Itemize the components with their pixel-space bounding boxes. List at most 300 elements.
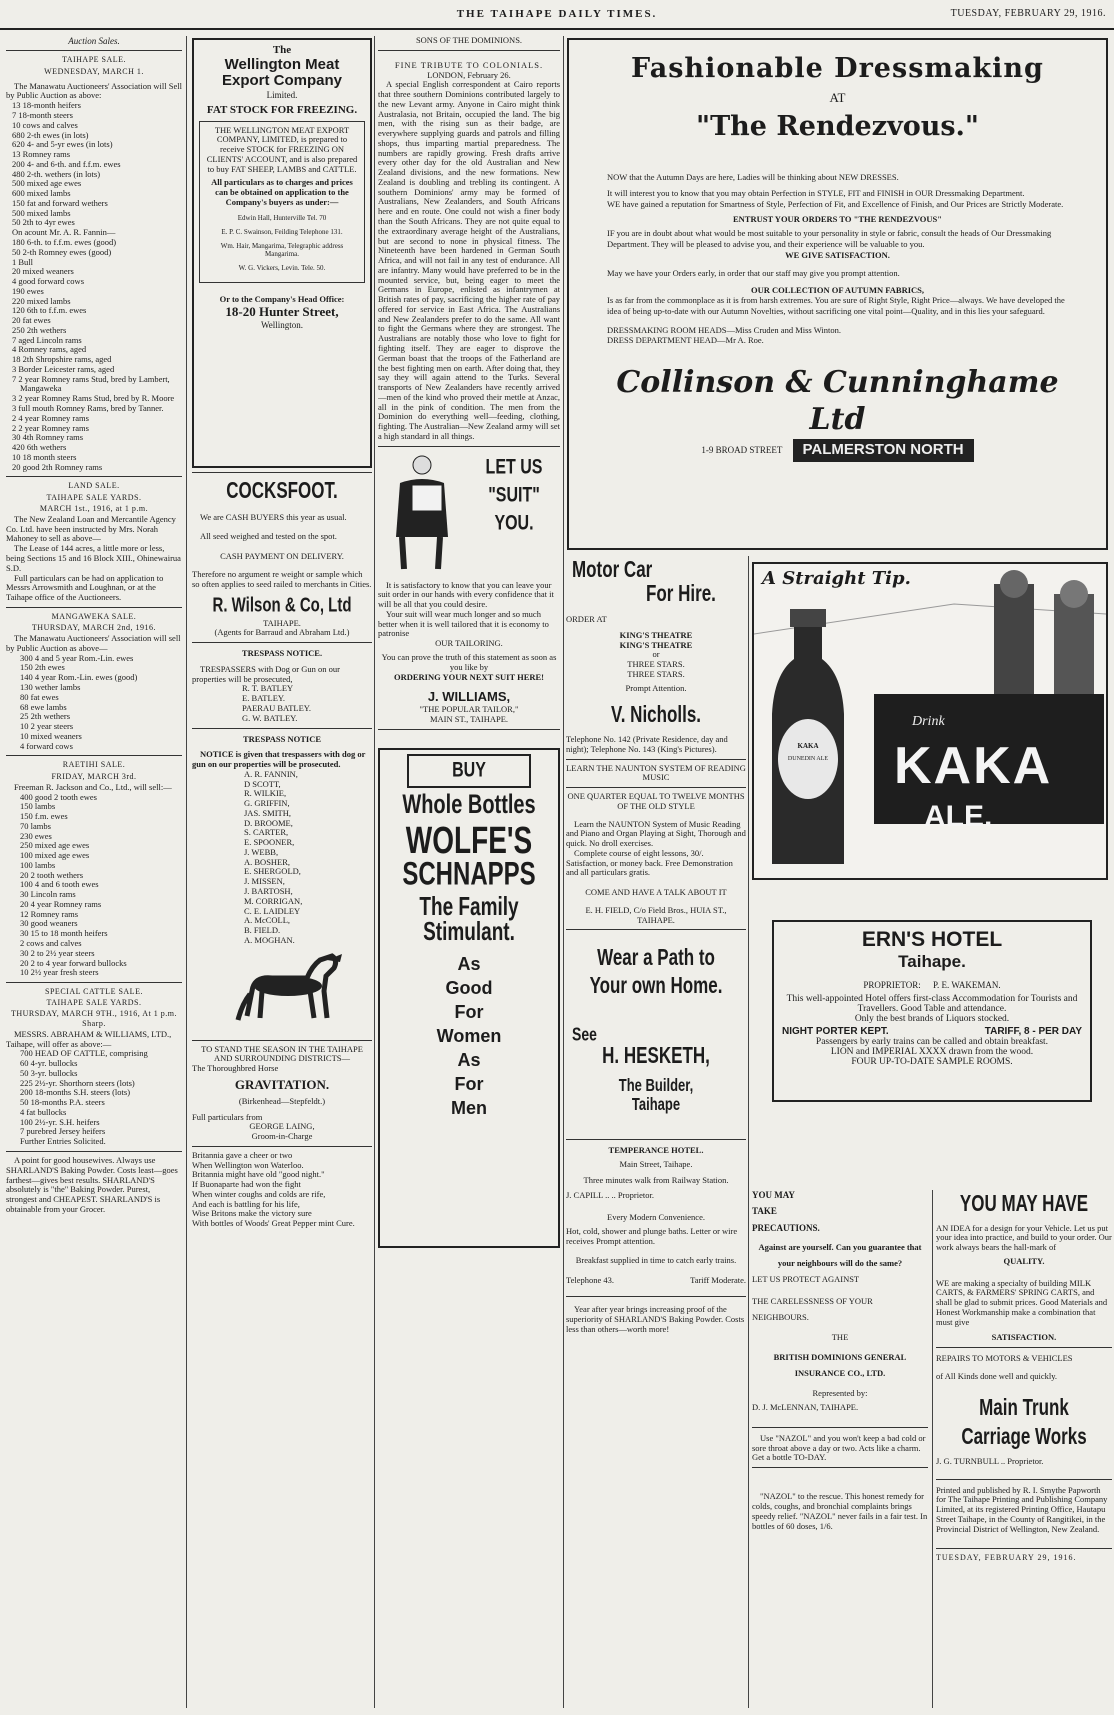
head-office-address: 18-20 Hunter Street, bbox=[225, 303, 339, 319]
or-text: or bbox=[652, 649, 660, 660]
divider bbox=[192, 1146, 372, 1147]
company-notice: THE WELLINGTON MEAT EXPORT COMPANY, LIMITED, is prepared to receive STOCK for FREEZING ON CLIENTS' ACCOUNT, and is also prepared to buy FAT SHEEP, LAMBS and CATTLE. bbox=[206, 124, 358, 174]
nicholls-telephone: Telephone No. 142 (Private Residence, day and night); Telephone No. 143 (King's Pictures). bbox=[566, 734, 728, 754]
poem-line: Britannia might have old "good night." bbox=[192, 1169, 325, 1180]
list-item: 10 2½ year fresh steers bbox=[20, 967, 99, 978]
name-entry: R. T. BATLEY bbox=[242, 683, 294, 694]
stimulant-text: Stimulant. bbox=[423, 918, 515, 947]
auction-heading: Auction Sales. bbox=[68, 36, 120, 46]
three-stars: THREE STARS. bbox=[627, 668, 685, 679]
list-item: 68 ewe lambs bbox=[20, 701, 67, 712]
list-item: 230 ewes bbox=[20, 830, 52, 841]
sharland-notice: Year after year brings increasing proof of the superiority of SHARLAND'S Baking Powder. Costs less than others—worth more! bbox=[566, 1303, 745, 1334]
sharland-notice: A point for good housewives. Always use SHARLAND'S Baking Powder. Costs least—goes farthest—gives best results. SHARLAND'S absolutely is "the" Baking Powder. Purest, strongest and CHEAPEST. SHARLAND'S is obtainable from your Grocer. bbox=[6, 1154, 178, 1214]
bottle-label-dunedin: DUNEDIN ALE bbox=[787, 756, 829, 762]
nicholls-name: V. Nicholls. bbox=[610, 702, 702, 728]
trespass-names bbox=[192, 770, 372, 946]
mangaweka-sale-heading: MANGAWEKA SALE. bbox=[51, 611, 137, 621]
temperance-telephone: Telephone 43. bbox=[566, 1275, 615, 1286]
list-item: 190 ewes bbox=[12, 285, 44, 296]
name-entry: PAERAU BATLEY. bbox=[242, 702, 311, 713]
divider bbox=[566, 1139, 746, 1140]
land-sale-text: The New Zealand Loan and Mercantile Agency Co. Ltd. have been instructed by Mrs. Norah Mahoney to sell as above— bbox=[6, 513, 176, 544]
list-item: 10 cows and calves bbox=[12, 119, 78, 130]
name-entry: R. WILKIE, bbox=[244, 788, 287, 799]
wellington-meat-ad bbox=[192, 38, 372, 468]
rendezvous-ad bbox=[567, 38, 1108, 550]
list-item: 130 wether lambs bbox=[20, 682, 81, 692]
rendezvous-text: Is as far from the commonplace as it is from harsh extremes. You are sure of Right Style, Right Price—always. We have developed the idea of being up-to-date with our Autumn Novelties, without sacrificing one vital point—Quality, and in this lies your safeguard. bbox=[607, 295, 1065, 316]
erns-text: This well-appointed Hotel offers first-class Accommodation for Tourists and Travellers. Good Table and attendance. bbox=[786, 994, 1078, 1014]
buyer-entry: Edwin Hall, Hunterville Tel. 70 bbox=[237, 213, 327, 222]
buyers-list bbox=[204, 214, 360, 272]
as-good-list bbox=[380, 952, 558, 1120]
poem-line: Wise Britons make the victory sure bbox=[192, 1208, 312, 1219]
cocksfoot-text: Therefore no argument re weight or sample which so often applies to seed railed to merchants in Cities. bbox=[192, 568, 372, 589]
divider bbox=[936, 1479, 1112, 1480]
naunton-text: Complete course of eight lessons, 30/. Satisfaction, or money back. Free Demonstration and all particulars gratis. bbox=[566, 847, 733, 878]
divider bbox=[378, 50, 560, 51]
footer-date: TUESDAY, FEBRUARY 29, 1916. bbox=[936, 1553, 1077, 1563]
company-name: Wellington Meat Export Company bbox=[221, 55, 342, 90]
list-item: 10 2 year steers bbox=[20, 721, 74, 732]
you-may-text: YOU MAY bbox=[752, 1190, 795, 1200]
prove-text: You can prove the truth of this statement as soon as you like by bbox=[381, 651, 557, 672]
gravitation-name: GRAVITATION. bbox=[234, 1076, 330, 1092]
cocksfoot-text: All seed weighed and tested on the spot. bbox=[200, 531, 337, 542]
main-trunk-text: Main Trunk bbox=[979, 1394, 1069, 1420]
cash-payment-heading: CASH PAYMENT ON DELIVERY. bbox=[220, 551, 344, 562]
list-item: 70 lambs bbox=[20, 820, 51, 831]
rendezvous-text: ENTRUST YOUR ORDERS TO "THE RENDEZVOUS" bbox=[733, 213, 942, 224]
divider bbox=[566, 759, 746, 760]
list-item: 30 good weaners bbox=[20, 918, 78, 929]
list-item: 150 fat and forward wethers bbox=[12, 197, 108, 208]
divider bbox=[936, 1548, 1112, 1549]
trespass-heading: TRESPASS NOTICE. bbox=[241, 648, 323, 659]
list-item: 50 2th to 4yr ewes bbox=[12, 217, 75, 228]
column-two bbox=[192, 36, 372, 1708]
rendezvous-text: DRESS DEPARTMENT HEAD—Mr A. Roe. bbox=[607, 335, 764, 346]
slogan-line: As bbox=[457, 954, 481, 975]
dateline: LONDON, February 26. bbox=[427, 69, 511, 80]
temperance-proprietor: J. CAPILL .. .. Proprietor. bbox=[566, 1190, 654, 1201]
buyer-entry: E. P. C. Swainson, Feilding Telephone 131. bbox=[221, 227, 343, 236]
land-sale-text: Full particulars can be had on application to Messrs Arrowsmith and Loughnan, or at the Taihape office of the Auctioneers. bbox=[6, 572, 164, 603]
list-item: 100 2½-yr. S.H. heifers bbox=[20, 1116, 100, 1127]
erns-text: LION and IMPERIAL XXXX drawn from the wood. bbox=[830, 1047, 1034, 1057]
taihape-sale-list bbox=[6, 101, 182, 472]
name-entry: JAS. SMITH, bbox=[244, 807, 291, 818]
list-item: On acount Mr. A. R. Fannin— bbox=[12, 227, 116, 238]
drink-text: Drink bbox=[912, 714, 945, 729]
divider bbox=[6, 476, 182, 477]
trespass-text: TRESPASSERS with Dog or Gun on our properties will be prosecuted, bbox=[192, 663, 340, 684]
gravitation-particulars: Full particulars from bbox=[192, 1111, 263, 1122]
list-item: 2 2 year Romney rams bbox=[12, 422, 89, 433]
list-item: 20 good 2th Romney rams bbox=[12, 461, 103, 472]
poem-line: When winter coughs and colds are rife, bbox=[192, 1188, 326, 1199]
raetihi-sale-intro: Freeman R. Jackson and Co., Ltd., will sell:— bbox=[14, 781, 172, 792]
repairs-text: REPAIRS TO MOTORS & VEHICLES bbox=[936, 1353, 1073, 1364]
carriage-works-text: Carriage Works bbox=[961, 1423, 1087, 1450]
fat-stock-heading: FAT STOCK FOR FREEZING. bbox=[206, 103, 358, 116]
raetihi-sale-heading: RAETIHI SALE. bbox=[62, 760, 126, 770]
column-seven bbox=[936, 1190, 1112, 1708]
name-entry: M. CORRIGAN, bbox=[244, 895, 303, 906]
column-divider bbox=[374, 36, 375, 1708]
land-sale-heading: LAND SALE. bbox=[68, 481, 120, 491]
buyer-entry: W. G. Vickers, Levin. Tele. 50. bbox=[238, 263, 326, 272]
particulars-notice: All particulars as to charges and prices can be obtained on application to the Company's buyers as under:— bbox=[211, 177, 353, 207]
list-item: 7 purebred Jersey heifers bbox=[20, 1126, 106, 1137]
wolfes-schnapps-ad bbox=[378, 748, 560, 1248]
fine-tribute-heading: FINE TRIBUTE TO COLONIALS. bbox=[394, 59, 544, 70]
suit-ad-banner bbox=[378, 451, 560, 571]
rendezvous-text: IF you are in doubt about what would be most suitable to your personality in style or fabric, consult the heads of Our Dressmaking Department. They will be pleased to advise you, and their experience will be valuable to you. bbox=[607, 228, 1052, 249]
r-wilson-name: R. Wilson & Co, Ltd bbox=[212, 594, 352, 618]
list-item: 500 mixed lambs bbox=[12, 207, 71, 218]
straight-tip-text: A Straight Tip. bbox=[762, 568, 911, 589]
take-text: TAKE bbox=[752, 1206, 777, 1217]
name-entry: C. E. LAIDLEY bbox=[244, 905, 301, 916]
cocksfoot-heading: COCKSFOOT. bbox=[226, 477, 338, 504]
raetihi-sale-list bbox=[6, 793, 182, 979]
builder-text: The Builder, bbox=[618, 1075, 694, 1096]
kaka-ale-ad bbox=[752, 562, 1108, 880]
list-item: 3 Border Leicester rams, aged bbox=[12, 363, 115, 374]
list-item: 220 mixed lambs bbox=[12, 295, 71, 306]
list-item: 50 2-th Romney ewes (good) bbox=[12, 246, 112, 257]
name-entry: A. MOGHAN. bbox=[244, 934, 295, 945]
buyer-entry: Wm. Hair, Mangarima, Telegraphic address Mangarima. bbox=[220, 241, 344, 258]
list-item: 480 2-th. wethers (in lots) bbox=[12, 168, 101, 179]
rendezvous-text: NOW that the Autumn Days are here, Ladies will be thinking about NEW DRESSES. bbox=[607, 171, 899, 182]
british-dominions: BRITISH DOMINIONS GENERAL INSURANCE CO., LTD. bbox=[773, 1352, 907, 1379]
list-item: 50 3-yr. bullocks bbox=[20, 1067, 78, 1078]
divider bbox=[6, 982, 182, 983]
divider bbox=[566, 1296, 746, 1297]
name-entry: D. BROOME, bbox=[244, 817, 293, 828]
ale-text: ALE. bbox=[924, 800, 993, 833]
divider bbox=[378, 729, 560, 730]
tailor-subtitle: "THE POPULAR TAILOR," bbox=[419, 704, 519, 715]
reading-man-illustration bbox=[382, 451, 462, 571]
list-item: 10 18 month steers bbox=[12, 451, 77, 462]
prompt-attention: Prompt Attention. bbox=[625, 682, 687, 693]
three-stars: THREE STARS. bbox=[627, 659, 685, 670]
column-six bbox=[752, 1190, 928, 1708]
taihape-sale-intro: The Manawatu Auctioneers' Association will Sell by Public Auction as above: bbox=[6, 80, 182, 101]
name-entry: G. GRIFFIN, bbox=[244, 798, 290, 809]
erns-hotel-place: Taihape. bbox=[898, 952, 966, 971]
buy-text: BUY bbox=[452, 758, 486, 782]
head-office-label: Or to the Company's Head Office: bbox=[219, 293, 345, 304]
order-at: ORDER AT bbox=[566, 614, 607, 625]
list-item: 620 4- and 5-yr ewes (in lots) bbox=[12, 139, 113, 150]
list-item: 100 mixed age ewes bbox=[20, 850, 90, 861]
erns-night-porter: NIGHT PORTER KEPT. bbox=[782, 1026, 889, 1037]
family-text: The Family bbox=[419, 892, 519, 922]
name-entry: A. McCOLL, bbox=[244, 915, 291, 926]
builder-place: Taihape bbox=[631, 1094, 681, 1115]
see-text: See bbox=[572, 1022, 597, 1045]
poem-line: Britannia gave a cheer or two bbox=[192, 1149, 293, 1160]
name-entry: D SCOTT, bbox=[244, 778, 281, 789]
wear-path-heading: Wear a Path to bbox=[597, 945, 715, 971]
column-divider bbox=[748, 556, 749, 1708]
list-item: 2 4 year Romney rams bbox=[12, 412, 89, 423]
order-text: ORDERING YOUR NEXT SUIT HERE! bbox=[393, 671, 545, 682]
horse-illustration bbox=[192, 946, 372, 1036]
suit-text: "SUIT" bbox=[488, 483, 540, 507]
divider bbox=[192, 642, 372, 643]
naunton-quarter: ONE QUARTER EQUAL TO TWELVE MONTHS OF THE OLD STYLE bbox=[567, 791, 745, 811]
trespass-text: NOTICE is given that trespassers with dog or gun on our properties will be prosecuted. bbox=[192, 749, 366, 770]
kings-theatre: KING'S THEATRE bbox=[619, 629, 693, 640]
name-entry: J. BARTOSH, bbox=[244, 886, 293, 896]
special-sale-place: TAIHAPE SALE YARDS. bbox=[46, 998, 142, 1008]
erns-hotel-ad bbox=[772, 920, 1092, 1102]
divider bbox=[6, 1151, 182, 1152]
column-three bbox=[378, 36, 560, 1708]
special-sale-list bbox=[6, 1049, 182, 1147]
list-item: 13 Romney rams bbox=[12, 149, 71, 160]
list-item: 4 forward cows bbox=[20, 740, 73, 751]
list-item: 30 Lincoln rams bbox=[20, 889, 76, 900]
bottle-label-kaka: KAKA bbox=[797, 742, 819, 750]
list-item: 4 good forward cows bbox=[12, 276, 84, 287]
land-sale-place: TAIHAPE SALE YARDS. bbox=[46, 492, 142, 502]
slogan-line: For bbox=[454, 1002, 484, 1023]
carriage-text: WE are making a specialty of building MILK CARTS, & FARMERS' SPRING CARTS, and shall be glad to submit prices. Good Materials and Honest Workmanship make a combination that must give bbox=[936, 1277, 1108, 1327]
come-talk: COME AND HAVE A TALK ABOUT IT bbox=[585, 887, 727, 898]
suit-ad-text: It is satisfactory to know that you can leave your suit order in our hands with every confidence that it will be all that you could desire. bbox=[378, 579, 554, 610]
list-item: 2 cows and calves bbox=[20, 937, 82, 948]
rendezvous-title: Fashionable Dressmaking bbox=[631, 53, 1044, 84]
column-divider bbox=[186, 36, 187, 1708]
divider bbox=[936, 1347, 1112, 1348]
list-item: 1 Bull bbox=[12, 256, 34, 267]
our-tailoring: OUR TAILORING. bbox=[435, 638, 503, 649]
collinson-logo-street: 1-9 BROAD STREET bbox=[701, 444, 783, 455]
insurance-text: THE CARELESSNESS OF YOUR NEIGHBOURS. bbox=[752, 1296, 873, 1323]
erns-text: FOUR UP-TO-DATE SAMPLE ROOMS. bbox=[851, 1057, 1013, 1067]
wolfes-text: WOLFE'S bbox=[405, 819, 533, 861]
list-item: 30 4th Romney rams bbox=[12, 432, 84, 443]
poem-line: And each is battling for his life, bbox=[192, 1198, 300, 1209]
column-four bbox=[566, 560, 746, 1708]
rendezvous-text: DRESSMAKING ROOM HEADS—Miss Cruden and Miss Winton. bbox=[607, 324, 841, 335]
divider bbox=[6, 50, 182, 51]
list-item: 3 full mouth Romney Rams, bred by Tanner. bbox=[12, 402, 164, 413]
nazol-text: "NAZOL" to the rescue. This honest remedy for colds, coughs, and bronchial complaints brings speedy relief. "NAZOL" never fails in a fair test. In bottles of 60 doses, 1/6. bbox=[752, 1491, 928, 1531]
rendezvous-text: WE GIVE SATISFACTION. bbox=[785, 249, 890, 260]
issue-date: TUESDAY, FEBRUARY 29, 1916. bbox=[950, 8, 1106, 19]
list-item: 600 mixed lambs bbox=[12, 188, 71, 199]
name-entry: S. CARTER, bbox=[244, 827, 289, 838]
gravitation-owner: GEORGE LAING, bbox=[249, 1121, 315, 1132]
trespass-heading: TRESPASS NOTICE bbox=[242, 733, 322, 744]
wear-path-heading: Your own Home. bbox=[589, 972, 723, 999]
auction-column bbox=[6, 36, 182, 1708]
article-body: A special English correspondent at Cairo reports that three southern Dominions contributed largely to the new Levant army. Anyone in Cairo might think Australasia, not Britain, occupied the land. The big men, with the rising sun as their badge, are everywhere supplying guards and patrols and filling shops, thus imparting martial preparedness. The numbers are rapidly growing. Fresh drafts arrive every other day for the old Australian and New Zealand divisions, and the new formations. New Zealand is doubling and trebling its contingent. A southern Dominions' army may be formed of Australians, New Zealanders, and South Africans here and en route. One could not wish a finer body than the South Africans. They are not quite equal to the extraordinary average height of the Australians, but are second to none in physical fitness. The Nineteenth have been hardened in German South Africa, and will not fail in any test of endurance. All are infantry. Many would have preferred to be in the mounted service, but, being eager to meet the Germans in Europe, enlisted as infantrymen at British rates of pay, sacrificing the higher rate of pay offered for service in East Africa. The Australians and New Zealanders prefer to do the same. All want to fight the Germans where they are strongest. The Australians are notably those who love to fight for fighting itself. They are eager to disprove the German boast that the troops of the Fatherland are the best fighting men on earth. After doing that, they say they will again attend to the Turks. Several transports of New Zealanders have recently arrived—men of the kind who proved their mettle at Anzac, all in the pink of condition. The men from the Dominion do everything well—feeding, clothing, fighting. The Australian—New Zealand army will set a high standard in all things. bbox=[378, 79, 560, 441]
schnapps-text: SCHNAPPS bbox=[402, 856, 536, 893]
r-wilson-place: TAIHAPE. bbox=[263, 617, 301, 628]
temperance-heading: TEMPERANCE HOTEL. bbox=[608, 1145, 704, 1156]
list-item: 30 2 to 2½ year steers bbox=[20, 947, 95, 958]
poem-line: With bottles of Woods' Great Pepper mint Cure. bbox=[192, 1218, 355, 1229]
represented-name: D. J. McLENNAN, TAIHAPE. bbox=[752, 1402, 859, 1413]
name-entry: J. WEBB, bbox=[244, 846, 279, 857]
divider bbox=[566, 787, 746, 788]
list-item: 500 mixed age ewes bbox=[12, 178, 82, 189]
temperance-breakfast: Breakfast supplied in time to catch early trains. bbox=[575, 1255, 737, 1266]
let-us-text: LET US bbox=[485, 455, 543, 479]
gravitation-breed: (Birkenhead—Stepfeldt.) bbox=[238, 1095, 326, 1106]
special-sale-heading: SPECIAL CATTLE SALE. bbox=[45, 987, 143, 997]
list-item: 225 2½-yr. Shorthorn steers (lots) bbox=[20, 1077, 135, 1088]
poem-line: When Wellington won Waterloo. bbox=[192, 1159, 304, 1170]
erns-hotel-title: ERN'S HOTEL bbox=[861, 928, 1003, 951]
divider bbox=[192, 728, 372, 729]
rendezvous-text: WE have gained a reputation for Smartness of Style, Perfection of Fit, and Excellence of Finish, and Our Prices are Strictly Moderate. bbox=[607, 199, 1064, 209]
list-item: 50 18-months P.A. steers bbox=[20, 1097, 105, 1108]
list-item: 300 4 and 5 year Rom.-Lin. ewes bbox=[20, 652, 134, 663]
company-notice-box bbox=[199, 121, 365, 283]
kings-theatre: KING'S THEATRE bbox=[619, 639, 693, 650]
erns-tariff: TARIFF, 8 - PER DAY bbox=[984, 1026, 1082, 1037]
slogan-line: Women bbox=[436, 1026, 502, 1047]
erns-text: Only the best brands of Liquors stocked. bbox=[854, 1014, 1010, 1024]
list-item: 100 lambs bbox=[20, 859, 56, 870]
imprint-text: Printed and published by R. I. Smythe Papworth for The Taihape Printing and Publishing Company Limited, at its registered Printing Office, Hautapu Street Taihape, in the County of Rangitikei, in the Provincial District of Wellington, New Zealand. bbox=[936, 1484, 1108, 1534]
repairs-text: of All Kinds done well and quickly. bbox=[936, 1370, 1058, 1381]
satisfaction-text: SATISFACTION. bbox=[991, 1332, 1057, 1343]
special-sale-date: THURSDAY, MARCH 9TH., 1916, At 1 p.m. Sharp. bbox=[10, 1009, 178, 1028]
slogan-line: Good bbox=[445, 978, 493, 999]
special-sale-intro: MESSRS. ABRAHAM & WILLIAMS, LTD., Taihape, will offer as above:— bbox=[6, 1028, 172, 1049]
collinson-logo bbox=[585, 364, 1090, 462]
carriage-text: AN IDEA for a design for your Vehicle. Let us put your idea into practice, and build to your order. Our work always bears the hall-mark of bbox=[936, 1222, 1112, 1253]
woods-poem bbox=[192, 1151, 372, 1229]
list-item: 7 2 year Romney rams Stud, bred by Lambert, Mangaweka bbox=[12, 373, 170, 394]
list-item: 80 fat ewes bbox=[20, 691, 59, 702]
name-entry: E. BATLEY. bbox=[242, 693, 286, 704]
list-item: 13 18-month heifers bbox=[12, 100, 81, 111]
slogan-line: Men bbox=[451, 1098, 487, 1119]
taihape-sale-heading: TAIHAPE SALE. bbox=[61, 55, 127, 65]
suit-ad-text: Your suit will wear much longer and so much better when it is well tailored that it is economy to patronise bbox=[378, 608, 549, 639]
name-entry: A. R. FANNIN, bbox=[244, 768, 298, 779]
cocksfoot-text: We are CASH BUYERS this year as usual. bbox=[200, 511, 347, 522]
land-sale-date: MARCH 1st., 1916, at 1 p.m. bbox=[39, 503, 149, 513]
list-item: 25 2th wethers bbox=[20, 711, 71, 722]
masthead-rule bbox=[0, 28, 1114, 30]
insurance-text: Against are yourself. Can you guarantee that your neighbours will do the same? bbox=[758, 1242, 922, 1269]
divider bbox=[192, 472, 372, 473]
naunton-heading: LEARN THE NAUNTON SYSTEM OF READING MUSIC bbox=[566, 762, 746, 783]
list-item: 150 lambs bbox=[20, 801, 56, 812]
r-wilson-agents: (Agents for Barraud and Abraham Ltd.) bbox=[214, 627, 350, 638]
trespass-names bbox=[192, 684, 372, 723]
list-item: 60 4-yr. bullocks bbox=[20, 1058, 78, 1069]
gravitation-role: Groom-in-Charge bbox=[251, 1131, 313, 1142]
name-entry: J. MISSEN, bbox=[244, 876, 285, 887]
divider bbox=[192, 1040, 372, 1041]
list-item: 20 mixed weaners bbox=[12, 266, 74, 277]
precautions-text: PRECAUTIONS. bbox=[752, 1222, 820, 1233]
column-divider bbox=[563, 36, 564, 1708]
tailor-address: MAIN ST., TAIHAPE. bbox=[429, 713, 509, 724]
company-limited: Limited. bbox=[266, 89, 298, 100]
temperance-baths: Hot, cold, shower and plunge baths. Letter or wire receives Prompt attention. bbox=[566, 1225, 738, 1246]
list-item: 250 mixed age ewes bbox=[20, 840, 90, 851]
divider bbox=[6, 607, 182, 608]
list-item: 200 4- and 6-th. and f.f.m. ewes bbox=[12, 158, 121, 169]
divider bbox=[378, 446, 560, 447]
the-text: THE bbox=[831, 1332, 849, 1343]
mangaweka-sale-intro: The Manawatu Auctioneers' Association will sell by Public Auction as above— bbox=[6, 633, 181, 653]
slogan-line: For bbox=[454, 1074, 484, 1095]
masthead bbox=[0, 0, 1114, 26]
divider bbox=[566, 929, 746, 930]
list-item: 680 2-th ewes (in lots) bbox=[12, 129, 89, 140]
you-text: YOU. bbox=[494, 512, 534, 536]
list-item: 30 15 to 18 month heifers bbox=[20, 928, 108, 939]
list-item: 150 f.m. ewes bbox=[20, 811, 68, 822]
for-hire-heading: For Hire. bbox=[646, 580, 716, 606]
rendezvous-text: OUR COLLECTION OF AUTUMN FABRICS, bbox=[750, 284, 925, 295]
name-entry: A. BOSHER, bbox=[244, 856, 291, 867]
list-item: 420 6th wethers bbox=[12, 442, 67, 453]
list-item: 12 Romney rams bbox=[20, 908, 79, 919]
land-sale-text: The Lease of 144 acres, a little more or less, being Sections 15 and 16 Block XIII., Ohinewairua S.D. bbox=[6, 543, 181, 573]
divider bbox=[6, 755, 182, 756]
ad-the: The bbox=[272, 44, 292, 56]
erns-text: Passengers by early trains can be called and obtain breakfast. bbox=[815, 1037, 1049, 1047]
gravitation-sub: The Thoroughbred Horse bbox=[192, 1063, 279, 1074]
gravitation-intro: TO STAND THE SEASON IN THE TAIHAPE AND SURROUNDING DISTRICTS— bbox=[201, 1043, 363, 1064]
list-item: 20 4 year Romney rams bbox=[20, 898, 102, 909]
list-item: 700 HEAD OF CATTLE, comprising bbox=[20, 1048, 148, 1059]
collinson-logo-city: PALMERSTON NORTH bbox=[793, 439, 974, 462]
list-item: 20 fat ewes bbox=[12, 315, 51, 326]
name-entry: E. SPOONER, bbox=[244, 837, 295, 848]
list-item: 250 2th wethers bbox=[12, 324, 67, 335]
sons-heading: SONS OF THE DOMINIONS. bbox=[415, 36, 523, 45]
tailor-name: J. WILLIAMS, bbox=[427, 689, 511, 705]
temperance-convenience: Every Modern Convenience. bbox=[607, 1212, 705, 1223]
list-item: 100 4 and 6 tooth ewes bbox=[20, 879, 99, 890]
temperance-address: Main Street, Taihape. bbox=[619, 1158, 693, 1169]
temperance-walk: Three minutes walk from Railway Station. bbox=[583, 1174, 729, 1185]
rendezvous-at: AT bbox=[829, 89, 846, 105]
collinson-logo-name: Collinson & Cunninghame Ltd bbox=[616, 364, 1059, 438]
taihape-sale-date: WEDNESDAY, MARCH 1. bbox=[44, 66, 144, 76]
list-item: 18 2th Shropshire rams, aged bbox=[12, 354, 112, 365]
list-item: 180 6-th. to f.f.m. ewes (good) bbox=[12, 236, 117, 247]
list-item: 3 2 year Romney Rams Stud, bred by R. Moore bbox=[12, 393, 175, 404]
quality-text: QUALITY. bbox=[1003, 1255, 1045, 1266]
buy-badge bbox=[407, 754, 531, 788]
rendezvous-text: It will interest you to know that you may obtain Perfection in STYLE, FIT and FINISH in OUR Dressmaking Department. bbox=[607, 188, 1025, 199]
turnbull-text: J. G. TURNBULL .. Proprietor. bbox=[936, 1455, 1044, 1466]
mangaweka-sale-list bbox=[6, 654, 182, 752]
rendezvous-text: May we have your Orders early, in order that our staff may give you prompt attention. bbox=[607, 268, 900, 279]
divider bbox=[752, 1467, 928, 1468]
divider bbox=[752, 1427, 928, 1428]
